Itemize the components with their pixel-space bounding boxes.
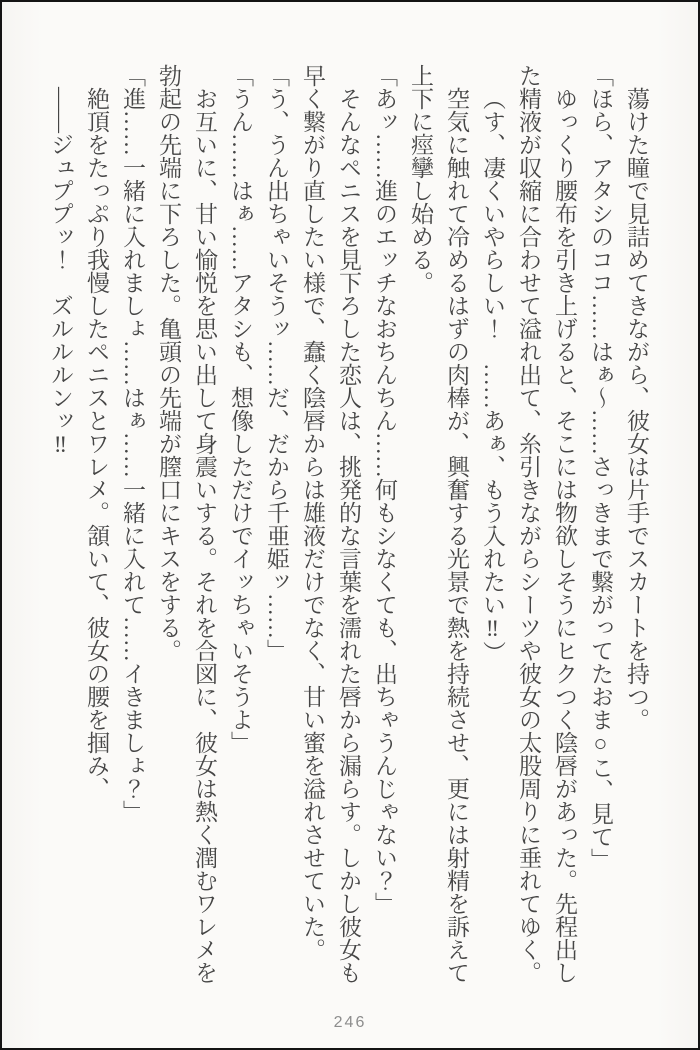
paragraph: ――ジュププッ！ ズルルルンッ‼ xyxy=(48,87,73,457)
paragraph: 「あッ……進のエッチなおちんちん……何もシなくても、出ちゃうんじゃない？」 xyxy=(372,64,397,915)
paragraph: 「う、うん出ちゃいそうッ……だ、だから千亜姫ッ……」 xyxy=(264,64,289,662)
paragraph: 「ほら、アタシのココ……はぁ〜……さっきまで繋がってたおま○こ、見て」 xyxy=(588,64,613,871)
paragraph: ゆっくり腰布を引き上げると、そこには物欲しそうにヒクつく陰唇があった。先程出した精液が収縮に合わせて溢れ出て、糸引きながらシーツや彼女の太股周りに垂れてゆく。 xyxy=(516,64,577,984)
page-text xyxy=(42,64,654,988)
paragraph: 絶頂をたっぷり我慢したペニスとワレメ。頷いて、彼女の腰を掴み、 xyxy=(84,87,109,800)
page-number: 246 xyxy=(333,1014,367,1031)
paragraph: （す、凄くいやらしい！ ……あぁ、もう入れたい‼） xyxy=(480,87,505,664)
paragraph: そんなペニスを見下ろした恋人は、挑発的な言葉を濡れた唇から漏らす。しかし彼女も早く繋がり直したい様で、蠢く陰唇からは雄液だけでなく、甘い蜜を溢れさせていた。 xyxy=(300,64,361,984)
paragraph: 空気に触れて冷めるはずの肉棒が、興奮する光景で熱を持続させ、更には射精を訴えて上下に痙攣し始める。 xyxy=(408,64,469,984)
paragraph: 「進……一緒に入れましょ……はぁ……一緒に入れて……イきましょ？」 xyxy=(120,64,145,823)
paragraph: 蕩けた瞳で見詰めてきながら、彼女は片手でスカートを持つ。 xyxy=(624,87,649,731)
paragraph: 「うん……はぁ……アタシも、想像しただけでイッちゃいそうよ」 xyxy=(228,64,253,754)
paragraph: お互いに、甘い愉悦を思い出して身震いする。それを合図に、彼女は熱く潤むワレメを勃起の先端に下ろした。亀頭の先端が膣口にキスをする。 xyxy=(156,64,217,984)
